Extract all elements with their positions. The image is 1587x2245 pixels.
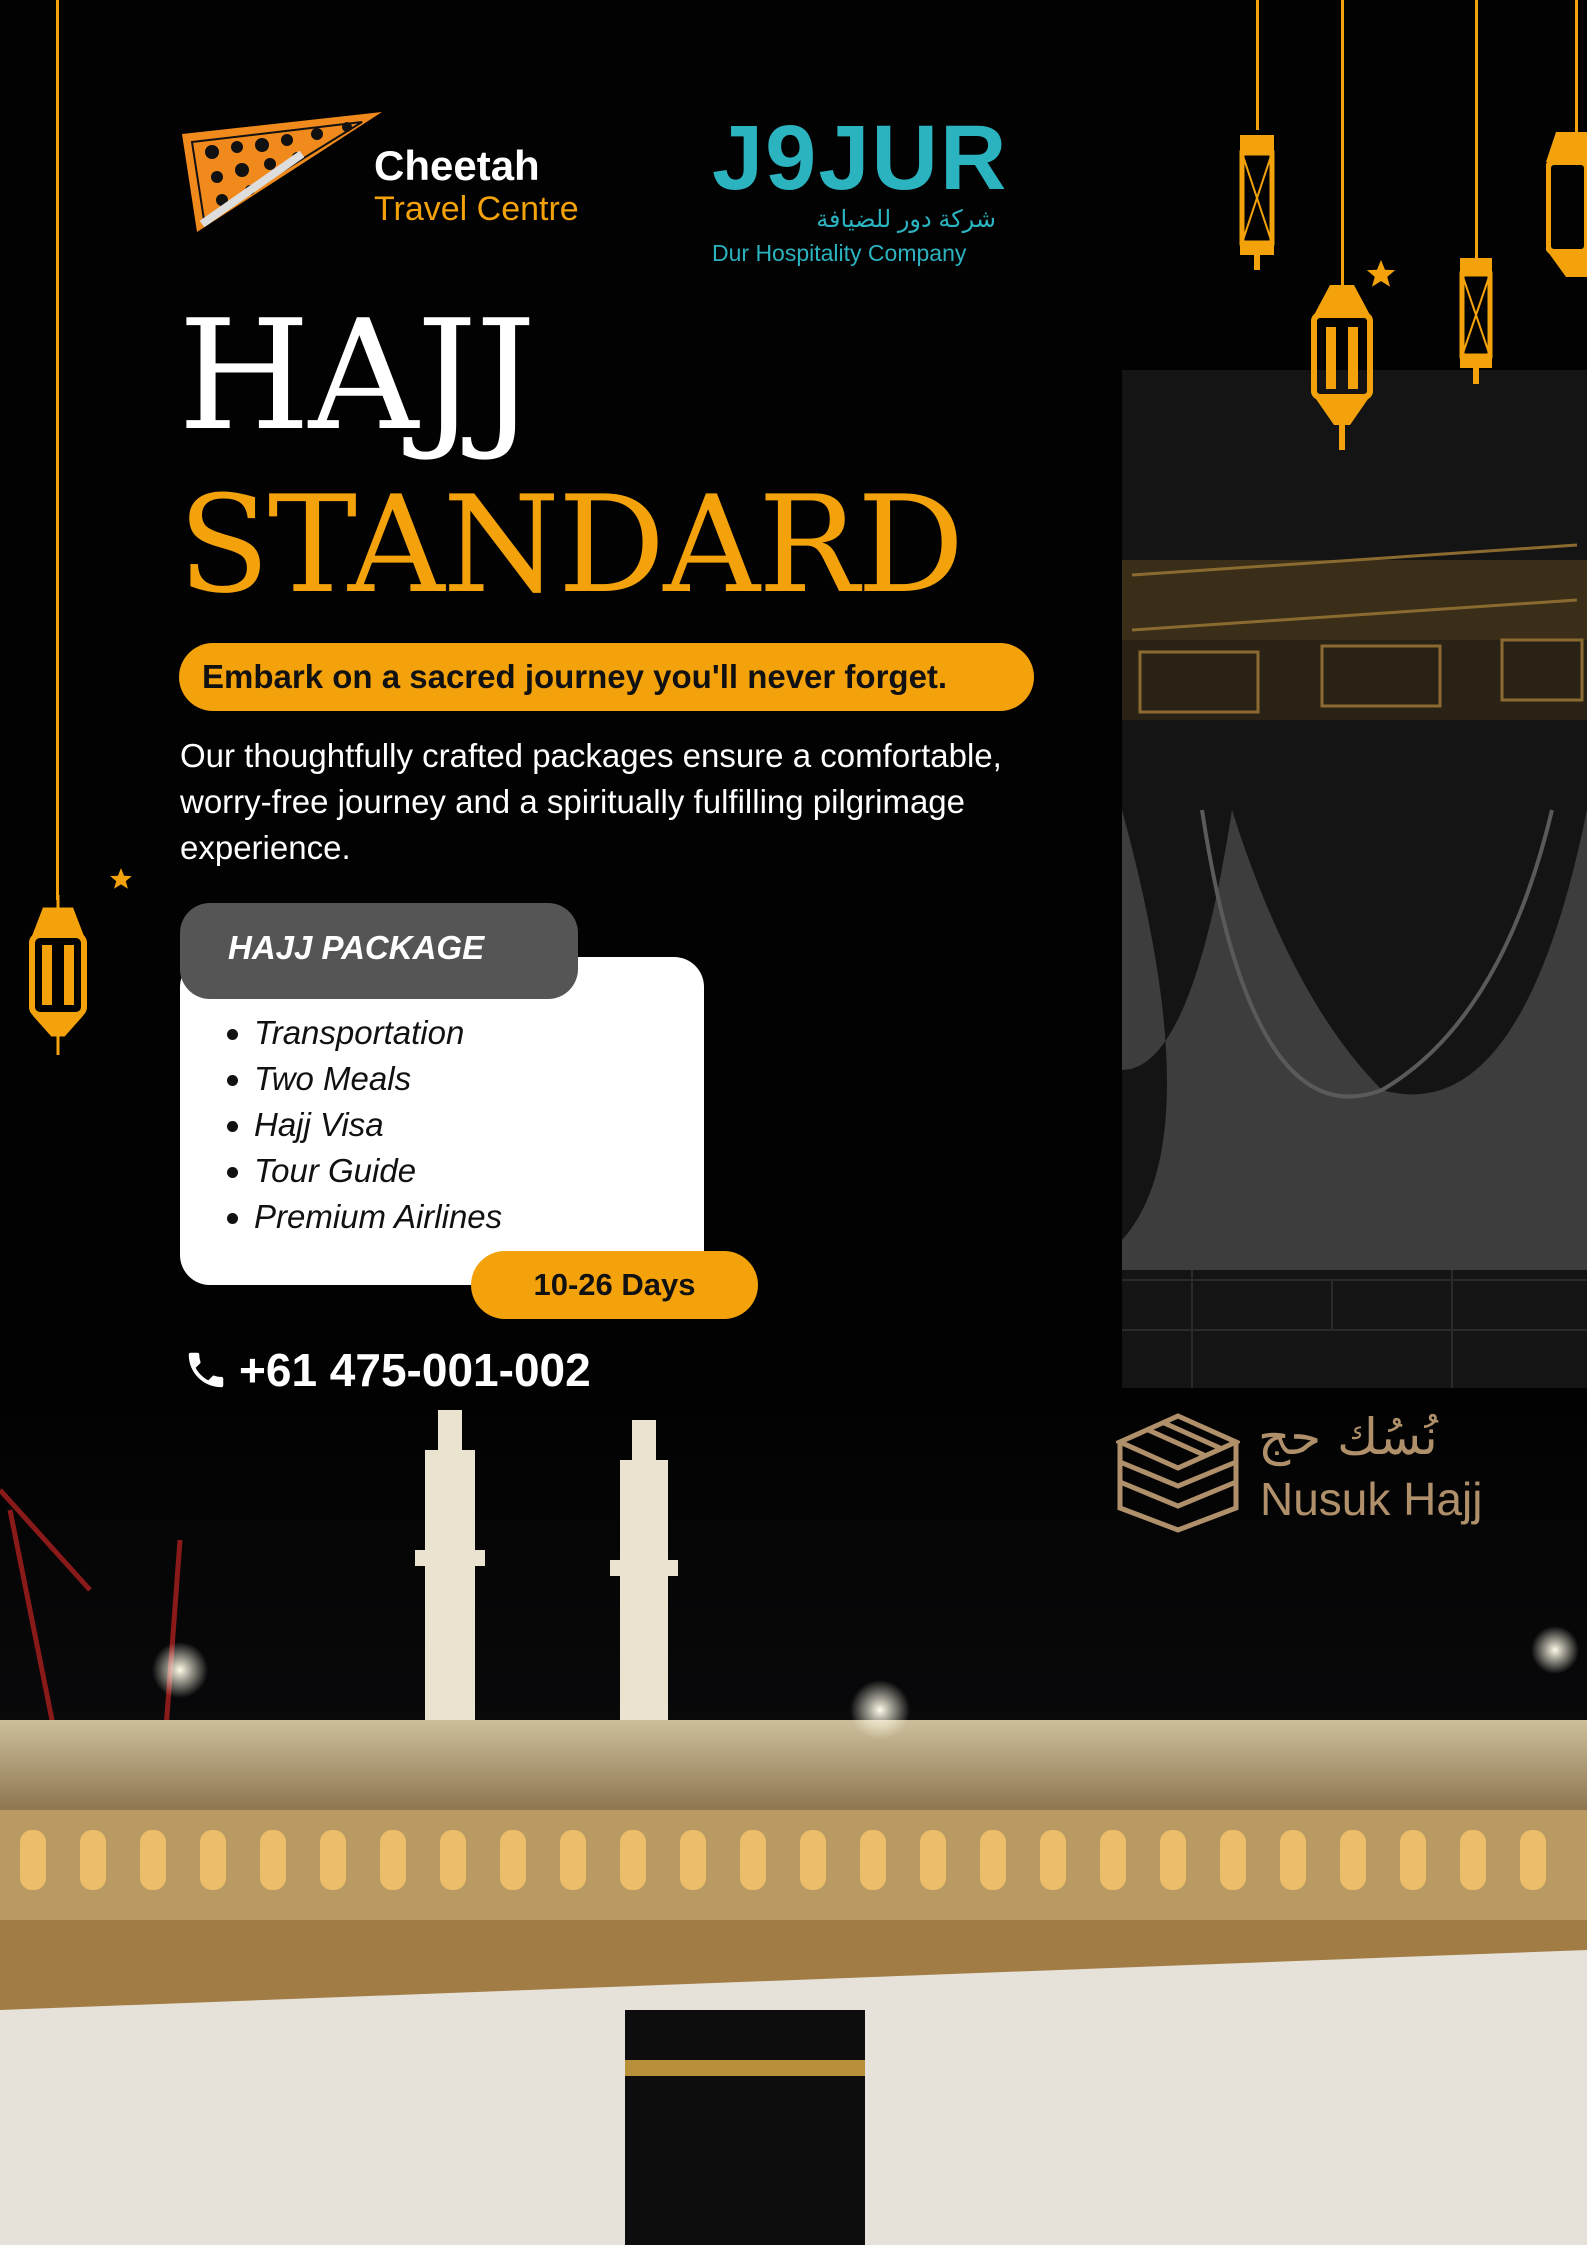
nusuk-arabic: نُسُك حج xyxy=(1258,1408,1438,1466)
brand-subtitle: Travel Centre xyxy=(374,190,579,228)
lantern-string xyxy=(1341,0,1344,290)
lantern-icon xyxy=(1546,132,1587,292)
dur-logo: J9JUR xyxy=(712,107,1009,209)
package-heading: HAJJ PACKAGE xyxy=(180,903,578,999)
tagline-banner: Embark on a sacred journey you'll never forget. xyxy=(179,643,1034,711)
nusuk-logo-icon xyxy=(1116,1412,1240,1534)
lantern-string xyxy=(1475,0,1478,260)
brand-name: Cheetah xyxy=(374,142,540,189)
star-icon xyxy=(108,866,134,892)
kaaba-closeup xyxy=(1122,370,1587,1388)
lantern-icon xyxy=(1236,125,1278,270)
lantern-icon xyxy=(1456,252,1496,384)
phone-icon xyxy=(183,1347,229,1393)
phone-contact[interactable] xyxy=(183,1342,591,1398)
partner-name: Dur Hospitality Company xyxy=(712,240,967,266)
cheetah-logo-icon xyxy=(182,112,382,242)
lantern-string xyxy=(1575,0,1578,140)
lantern-string xyxy=(56,0,59,900)
duration-badge: 10-26 Days xyxy=(471,1251,758,1319)
list-item: Transportation xyxy=(254,1010,502,1056)
list-item: Hajj Visa xyxy=(254,1102,502,1148)
list-item: Premium Airlines xyxy=(254,1194,502,1240)
lantern-string xyxy=(1256,0,1259,130)
title-line-1: HAJJ xyxy=(178,287,535,464)
lantern-icon xyxy=(24,895,92,1055)
package-list xyxy=(254,1010,502,1240)
star-icon xyxy=(1364,257,1398,291)
phone-number[interactable]: +61 475-001-002 xyxy=(239,1344,591,1396)
partner-arabic-name: شركة دور للضيافة xyxy=(816,206,996,233)
list-item: Two Meals xyxy=(254,1056,502,1102)
nusuk-name: Nusuk Hajj xyxy=(1260,1473,1483,1525)
list-item: Tour Guide xyxy=(254,1148,502,1194)
lantern-icon xyxy=(1306,285,1378,450)
title-line-2: STANDARD xyxy=(178,467,963,623)
intro-text: Our thoughtfully crafted packages ensure a comfortable, worry-free journey and a spiritually fulfilling pilgrimage experience. xyxy=(180,737,1002,866)
